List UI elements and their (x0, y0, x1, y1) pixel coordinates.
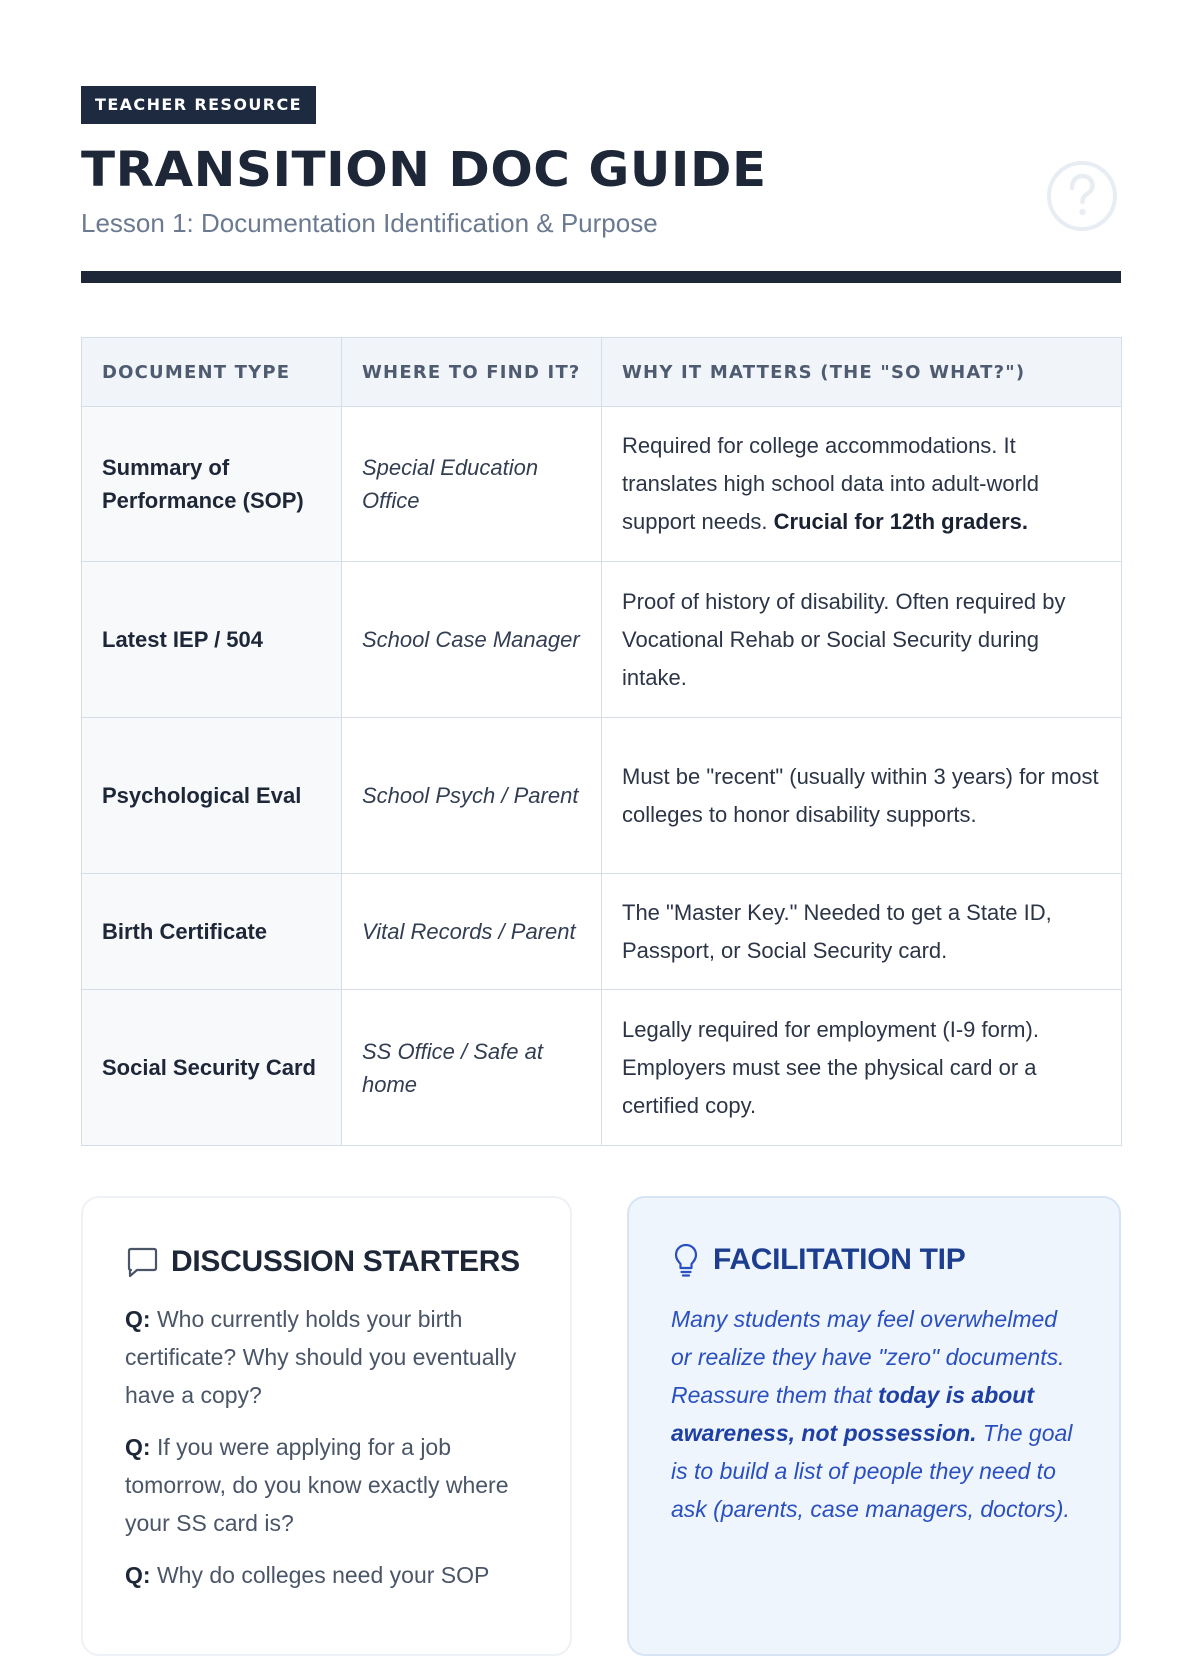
table-row (82, 874, 1122, 990)
header-divider (81, 271, 1121, 283)
discussion-starters-card (81, 1196, 572, 1656)
documents-table (81, 337, 1122, 1146)
discussion-question (125, 1556, 530, 1594)
where-to-find-cell: School Psych / Parent (342, 718, 602, 874)
document-page (81, 86, 1121, 1588)
column-header-document-type: DOCUMENT TYPE (82, 338, 342, 407)
question-circle-icon (1046, 160, 1118, 232)
why-it-matters-cell: Must be "recent" (usually within 3 years) for most colleges to honor disability supports. (602, 718, 1122, 874)
table-row (82, 990, 1122, 1146)
document-type-cell: Social Security Card (82, 990, 342, 1146)
why-it-matters-cell: The "Master Key." Needed to get a State ID, Passport, or Social Security card. (602, 874, 1122, 990)
table-row (82, 562, 1122, 718)
document-type-cell: Latest IEP / 504 (82, 562, 342, 718)
tip-text-before: Many students may feel overwhelmed or realize they have "zero" documents. Reassure them that (671, 1306, 1065, 1408)
discussion-title: DISCUSSION STARTERS (171, 1245, 520, 1278)
why-emphasis: Crucial for 12th graders. (773, 509, 1028, 534)
column-header-where-to-find: WHERE TO FIND IT? (342, 338, 602, 407)
question-prefix: Q: (125, 1306, 151, 1332)
discussion-header (125, 1242, 530, 1282)
chat-bubble-icon (125, 1245, 159, 1279)
table-row (82, 718, 1122, 874)
tip-title: FACILITATION TIP (713, 1243, 966, 1276)
why-it-matters-cell (602, 407, 1122, 562)
document-type-cell: Psychological Eval (82, 718, 342, 874)
facilitation-tip-card (627, 1196, 1121, 1656)
question-text: If you were applying for a job tomorrow, do you know exactly where your SS card is? (125, 1434, 509, 1536)
tip-text-after: The goal is to build a list of people they need to ask (parents, case managers, doctors). (671, 1420, 1073, 1522)
why-it-matters-cell: Proof of history of disability. Often required by Vocational Rehab or Social Security during intake. (602, 562, 1122, 718)
question-prefix: Q: (125, 1434, 151, 1460)
why-text: Required for college accommodations. It translates high school data into adult-world support needs. (622, 433, 1040, 534)
column-header-why-it-matters: WHY IT MATTERS (THE "SO WHAT?") (602, 338, 1122, 407)
table-row (82, 407, 1122, 562)
table-header-row (82, 338, 1122, 407)
question-prefix: Q: (125, 1562, 151, 1588)
teacher-resource-badge: TEACHER RESOURCE (81, 86, 316, 124)
tip-header (671, 1240, 1079, 1280)
where-to-find-cell: Vital Records / Parent (342, 874, 602, 990)
document-type-cell: Summary of Performance (SOP) (82, 407, 342, 562)
question-text: Who currently holds your birth certificate? Why should you eventually have a copy? (125, 1306, 517, 1408)
page-subtitle: Lesson 1: Documentation Identification & Purpose (81, 208, 658, 238)
where-to-find-cell: Special Education Office (342, 407, 602, 562)
where-to-find-cell: SS Office / Safe at home (342, 990, 602, 1146)
tip-text (671, 1300, 1079, 1528)
document-type-cell: Birth Certificate (82, 874, 342, 990)
page-title: TRANSITION DOC GUIDE (81, 142, 767, 198)
discussion-question (125, 1300, 530, 1414)
why-it-matters-cell: Legally required for employment (I-9 form). Employers must see the physical card or a certified copy. (602, 990, 1122, 1146)
question-text: Why do colleges need your SOP (150, 1562, 490, 1588)
lightbulb-icon (671, 1242, 701, 1278)
discussion-question (125, 1428, 530, 1542)
tip-text-emphasis: today is about awareness, not possession. (671, 1382, 1035, 1446)
where-to-find-cell: School Case Manager (342, 562, 602, 718)
